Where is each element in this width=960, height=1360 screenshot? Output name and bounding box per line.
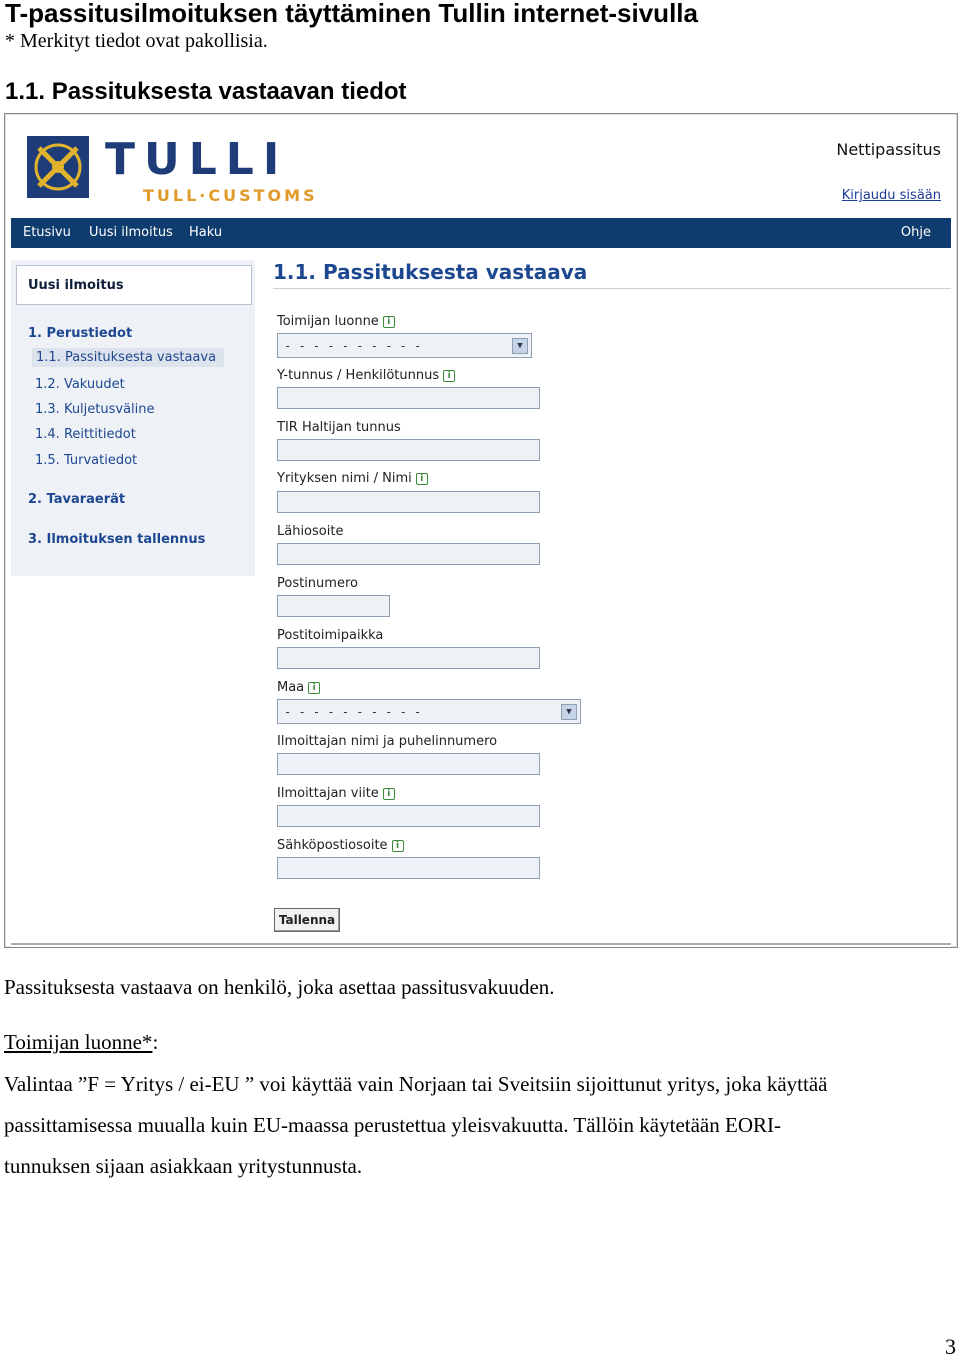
customs-emblem-icon (27, 136, 89, 198)
document-title: T-passitusilmoituksen täyttäminen Tullin internet-sivulla (5, 0, 698, 28)
info-icon[interactable]: i (383, 788, 395, 800)
sidebar-item-passituksesta-vastaava[interactable]: 1.1. Passituksesta vastaava (32, 348, 224, 367)
save-button[interactable]: Tallenna (274, 908, 340, 932)
chevron-down-icon: ▼ (512, 338, 528, 354)
footer-divider (11, 943, 951, 945)
info-icon[interactable]: i (416, 473, 428, 485)
nav-uusi-ilmoitus[interactable]: Uusi ilmoitus (89, 225, 173, 240)
brand-subtitle: TULL·CUSTOMS (143, 186, 318, 205)
nav-etusivu[interactable]: Etusivu (23, 225, 71, 240)
sidebar-title: Uusi ilmoitus (28, 278, 124, 293)
body-line-1: Valintaa ”F = Yritys / ei-EU ” voi käyttää vain Norjaan tai Sveitsiin sijoittunut yritys, joka käyttää (4, 1072, 828, 1096)
postitoimipaikka-input[interactable] (277, 647, 540, 669)
heading-divider (273, 288, 951, 289)
page-number: 3 (945, 1334, 956, 1359)
field-label-ilmoittajan-nimi: Ilmoittajan nimi ja puhelinnumero (277, 734, 498, 749)
sidebar-header (16, 265, 252, 305)
sidebar-item-tavaraerat[interactable]: 2. Tavaraerät (28, 492, 126, 507)
nav-haku[interactable]: Haku (189, 225, 223, 240)
field-label-postinumero: Postinumero (277, 576, 358, 591)
service-name: Nettipassitus (836, 140, 941, 159)
nav-bar (11, 218, 951, 248)
field-heading-label: Toimijan luonne* (4, 1030, 153, 1054)
field-label-tir-haltijan-tunnus: TIR Haltijan tunnus (277, 420, 401, 435)
sidebar-item-kuljetusvaline[interactable]: 1.3. Kuljetusväline (35, 402, 155, 417)
field-label-postitoimipaikka: Postitoimipaikka (277, 628, 384, 643)
field-label-sahkopostiosoite: Sähköpostiosoite i (277, 838, 404, 853)
sidebar-item-reittitiedot[interactable]: 1.4. Reittitiedot (35, 427, 136, 442)
postinumero-input[interactable] (277, 595, 390, 617)
info-icon[interactable]: i (383, 316, 395, 328)
lahiosoite-input[interactable] (277, 543, 540, 565)
body-line-2: passittamisessa muualla kuin EU-maassa perustettua yleisvakuutta. Tällöin käytetään EORI- (4, 1113, 781, 1137)
embedded-screenshot (4, 113, 958, 948)
sidebar (11, 260, 255, 576)
body-line-3: tunnuksen sijaan asiakkaan yritystunnusta. (4, 1154, 363, 1178)
tir-tunnus-input[interactable] (277, 439, 540, 461)
chevron-down-icon: ▼ (561, 704, 577, 720)
field-heading-colon: : (152, 1030, 159, 1054)
yrityksen-nimi-input[interactable] (277, 491, 540, 513)
sidebar-item-tallennus[interactable]: 3. Ilmoituksen tallennus (28, 532, 206, 547)
field-label-maa: Maa i (277, 680, 320, 695)
sahkoposti-input[interactable] (277, 857, 540, 879)
required-note: * Merkityt tiedot ovat pakollisia. (5, 30, 268, 52)
section-heading: 1.1. Passituksesta vastaavan tiedot (5, 78, 407, 105)
nav-ohje[interactable]: Ohje (900, 225, 931, 240)
info-icon[interactable]: i (443, 370, 455, 382)
field-label-lahiosoite: Lähiosoite (277, 524, 344, 539)
toimijan-luonne-select[interactable]: - - - - - - - - - - ▼ (277, 333, 532, 358)
sidebar-item-turvatiedot[interactable]: 1.5. Turvatiedot (35, 453, 138, 468)
form-heading: 1.1. Passituksesta vastaava (273, 260, 588, 284)
maa-select[interactable]: - - - - - - - - - - ▼ (277, 699, 581, 724)
ilmoittajan-nimi-input[interactable] (277, 753, 540, 775)
sidebar-item-perustiedot[interactable]: 1. Perustiedot (28, 326, 133, 341)
login-link[interactable]: Kirjaudu sisään (841, 188, 941, 203)
field-label-ilmoittajan-viite: Ilmoittajan viite i (277, 786, 395, 801)
field-label-toimijan-luonne: Toimijan luonne i (277, 314, 395, 329)
y-tunnus-input[interactable] (277, 387, 540, 409)
ilmoittajan-viite-input[interactable] (277, 805, 540, 827)
field-heading (4, 1030, 158, 1055)
brand-logo: TULLI (105, 134, 289, 185)
info-icon[interactable]: i (392, 840, 404, 852)
info-icon[interactable]: i (308, 682, 320, 694)
field-label-y-tunnus: Y-tunnus / Henkilötunnus i (277, 368, 455, 383)
description-paragraph: Passituksesta vastaava on henkilö, joka asettaa passitusvakuuden. (4, 975, 555, 999)
field-label-yrityksen-nimi: Yrityksen nimi / Nimi i (277, 471, 428, 486)
sidebar-item-vakuudet[interactable]: 1.2. Vakuudet (35, 377, 125, 392)
